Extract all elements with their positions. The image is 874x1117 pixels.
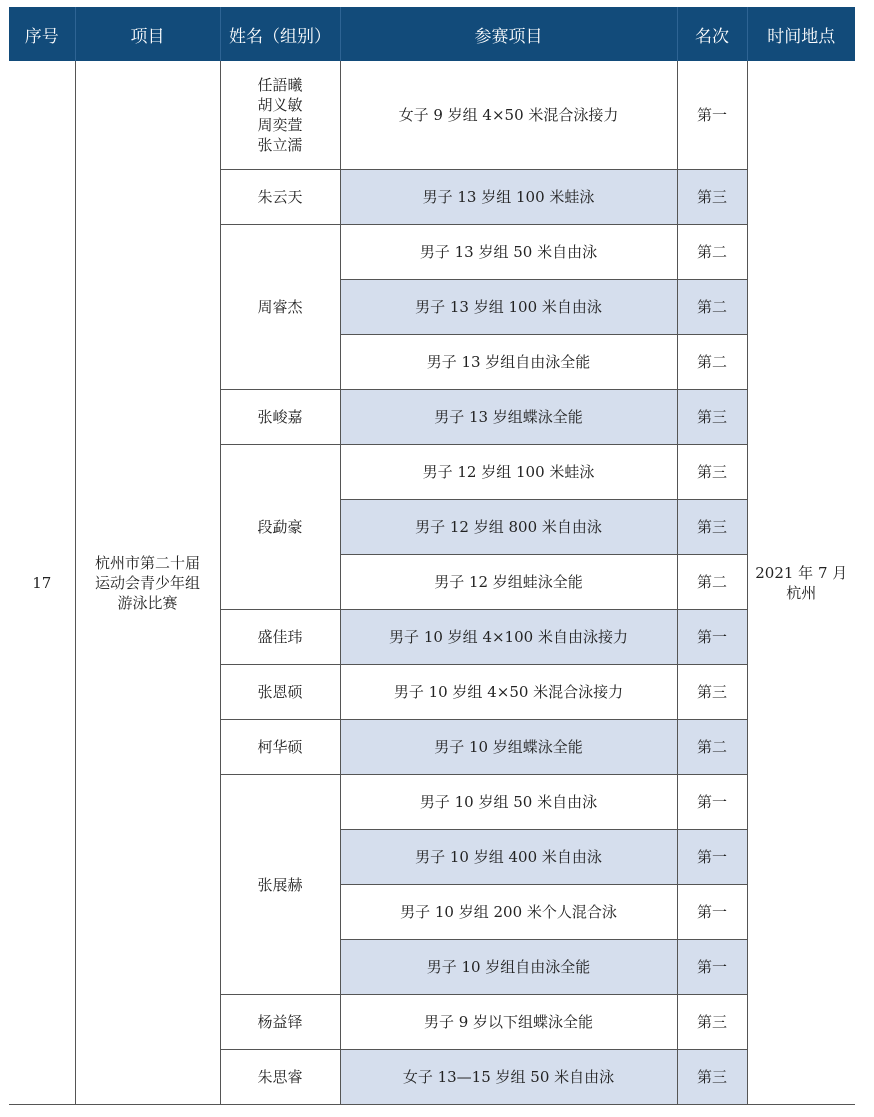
rank-cell: 第三 — [677, 445, 747, 500]
event-cell: 男子 13 岁组自由泳全能 — [340, 335, 677, 390]
event-cell: 男子 10 岁组 50 米自由泳 — [340, 775, 677, 830]
rank-cell: 第一 — [677, 885, 747, 940]
event-cell: 男子 10 岁组 400 米自由泳 — [340, 830, 677, 885]
project-line: 运动会青少年组 — [94, 573, 200, 592]
rank-cell: 第三 — [677, 170, 747, 225]
name-cell: 张展赫 — [220, 775, 340, 995]
header-name: 姓名（组别） — [220, 7, 340, 61]
rank-cell: 第二 — [677, 335, 747, 390]
rank-cell: 第一 — [677, 940, 747, 995]
event-cell: 男子 13 岁组 100 米自由泳 — [340, 280, 677, 335]
name-cell: 段勐豪 — [220, 445, 340, 610]
event-cell: 男子 9 岁以下组蝶泳全能 — [340, 995, 677, 1050]
name-cell: 杨益铎 — [220, 995, 340, 1050]
event-cell: 男子 13 岁组 50 米自由泳 — [340, 225, 677, 280]
project-cell — [75, 61, 220, 1105]
time-place-cell — [747, 61, 855, 1105]
seq-cell: 17 — [9, 61, 75, 1105]
header-seq: 序号 — [9, 7, 75, 61]
event-cell: 男子 10 岁组蝶泳全能 — [340, 720, 677, 775]
name-cell: 朱云天 — [220, 170, 340, 225]
rank-cell: 第三 — [677, 665, 747, 720]
name-cell: 张峻嘉 — [220, 390, 340, 445]
name-cell — [220, 61, 340, 170]
rank-cell: 第一 — [677, 775, 747, 830]
relay-member-name: 胡义敏 — [257, 96, 303, 114]
rank-cell: 第二 — [677, 225, 747, 280]
time-place-text — [755, 563, 847, 603]
rank-cell: 第一 — [677, 830, 747, 885]
event-cell: 男子 10 岁组 4×50 米混合泳接力 — [340, 665, 677, 720]
event-cell: 女子 9 岁组 4×50 米混合泳接力 — [340, 61, 677, 170]
name-cell: 周睿杰 — [220, 225, 340, 390]
rank-cell: 第一 — [677, 61, 747, 170]
rank-cell: 第二 — [677, 555, 747, 610]
header-rank: 名次 — [677, 7, 747, 61]
relay-member-name: 任語曦 — [257, 76, 303, 94]
name-cell: 盛佳玮 — [220, 610, 340, 665]
event-cell: 男子 13 岁组蝶泳全能 — [340, 390, 677, 445]
time-place-line: 杭州 — [786, 583, 817, 602]
table-row — [9, 61, 855, 170]
rank-cell: 第三 — [677, 1050, 747, 1105]
header-row — [9, 7, 855, 61]
header-time-place: 时间地点 — [747, 7, 855, 61]
results-table — [9, 7, 855, 1105]
header-event: 参赛项目 — [340, 7, 677, 61]
rank-cell: 第三 — [677, 390, 747, 445]
relay-team-names — [257, 75, 302, 155]
event-cell: 男子 13 岁组 100 米蛙泳 — [340, 170, 677, 225]
rank-cell: 第二 — [677, 720, 747, 775]
name-cell: 张恩硕 — [220, 665, 340, 720]
project-line: 杭州市第二十届 — [94, 553, 200, 572]
event-cell: 男子 10 岁组自由泳全能 — [340, 940, 677, 995]
name-cell: 柯华硕 — [220, 720, 340, 775]
event-cell: 男子 10 岁组 4×100 米自由泳接力 — [340, 610, 677, 665]
event-cell: 男子 12 岁组 800 米自由泳 — [340, 500, 677, 555]
event-cell: 女子 13—15 岁组 50 米自由泳 — [340, 1050, 677, 1105]
name-cell: 朱思睿 — [220, 1050, 340, 1105]
project-text — [95, 553, 200, 613]
relay-member-name: 张立濡 — [257, 136, 303, 154]
event-cell: 男子 12 岁组蛙泳全能 — [340, 555, 677, 610]
time-place-line: 2021 年 7 月 — [755, 563, 848, 582]
relay-member-name: 周奕萱 — [257, 116, 303, 134]
rank-cell: 第三 — [677, 500, 747, 555]
project-line: 游泳比赛 — [117, 593, 178, 612]
event-cell: 男子 10 岁组 200 米个人混合泳 — [340, 885, 677, 940]
rank-cell: 第二 — [677, 280, 747, 335]
rank-cell: 第三 — [677, 995, 747, 1050]
event-cell: 男子 12 岁组 100 米蛙泳 — [340, 445, 677, 500]
rank-cell: 第一 — [677, 610, 747, 665]
header-project: 项目 — [75, 7, 220, 61]
